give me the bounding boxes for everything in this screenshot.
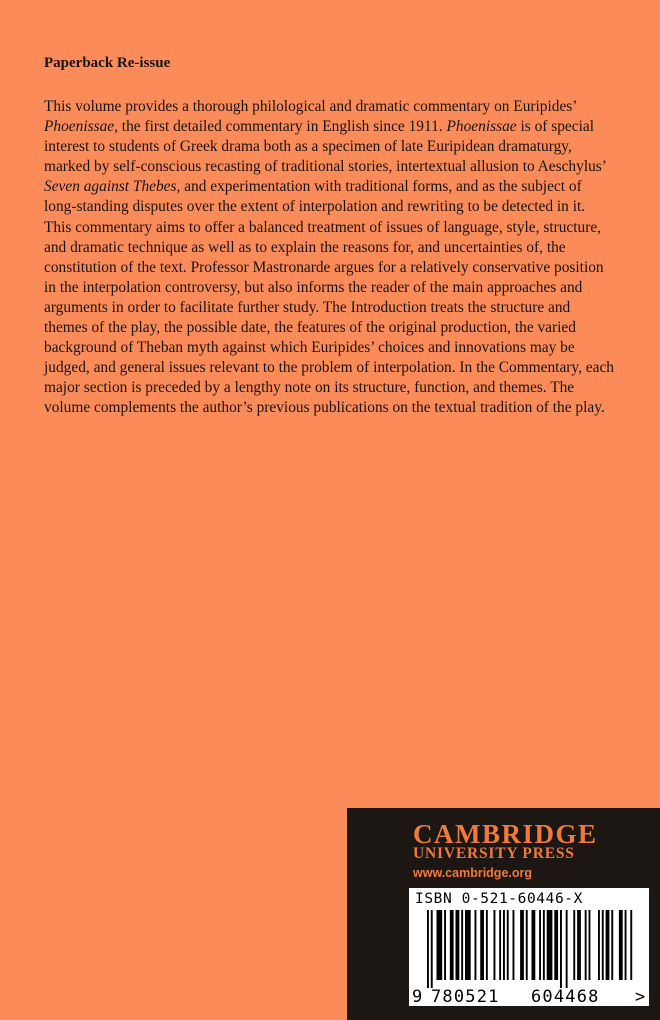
blurb-part-1: This volume provides a thorough philological and dramatic commentary on Euripides’ <box>44 98 578 115</box>
title-phoenissae-2: Phoenissae <box>446 118 517 136</box>
barcode-bar <box>507 910 509 980</box>
blurb-part-3: is of special interest to students of Greek drama both as a specimen of late Euripidean dramaturgy, marked by self-conscious recasting of traditional stories, intertextual allusion to Aeschylus’ <box>44 118 606 176</box>
barcode-bar <box>444 910 446 980</box>
barcode-bar <box>461 910 463 980</box>
barcode-bar <box>602 910 604 980</box>
barcode-bars <box>427 910 632 988</box>
barcode-bar <box>554 910 558 980</box>
barcode-bar <box>526 910 528 980</box>
barcode-bar <box>573 910 575 980</box>
barcode-bar <box>456 910 460 980</box>
barcode-bar <box>513 910 515 980</box>
barcode-bar <box>560 910 562 988</box>
barcode-bar <box>566 910 568 988</box>
publisher-url: www.cambridge.org <box>413 866 533 880</box>
barcode-bar <box>480 910 484 980</box>
barcode <box>409 888 649 1006</box>
barcode-bar <box>450 910 454 980</box>
title-phoenissae-1: Phoenissae, <box>44 118 118 136</box>
barcode-bar <box>427 910 429 988</box>
barcode-bar <box>437 910 443 980</box>
barcode-bar <box>431 910 433 988</box>
barcode-digits-left: 780521 <box>431 987 500 1006</box>
barcode-bar <box>503 910 505 980</box>
barcode-bar <box>585 910 587 980</box>
barcode-bar <box>625 910 627 980</box>
barcode-bar <box>532 910 536 980</box>
barcode-bar <box>598 910 600 980</box>
title-seven-against-thebes: Seven against Thebes, <box>44 178 181 196</box>
barcode-bar <box>539 910 541 980</box>
barcode-bar <box>475 910 477 980</box>
barcode-bar <box>547 910 553 980</box>
barcode-bar <box>543 910 545 980</box>
barcode-bar <box>465 910 471 980</box>
barcode-bar <box>577 910 581 980</box>
blurb-part-4: and experimentation with traditional forms, and as the subject of long-standing disputes over the extent of interpolation and rewriting to be detected in it. This commentary aims to offer a balanced treatment of issues of language, style, structure, and dramatic technique as well as to explain the reasons for, and uncertainties of, the constitution of the text. Professor Mastronarde argues for a relatively conservative position in the interpolation controversy, but also informs the reader of the main approaches and arguments in order to facilitate further study. The Introduction treats the structure and themes of the play, the possible date, the features of the original production, the varied background of Theban myth against which Euripides’ choices and innovations may be judged, and general issues relevant to the problem of interpolation. In the Commentary, each major section is preceded by a lengthy note on its structure, function, and themes. The volume complements the author’s previous publications on the textual tradition of the play. <box>44 178 614 417</box>
barcode-bar <box>494 910 496 980</box>
barcode-graphic <box>409 888 649 1006</box>
barcode-digit-prefix: 9 <box>412 987 423 1006</box>
edition-label: Paperback Re-issue <box>44 55 171 71</box>
publisher-subtitle: UNIVERSITY PRESS <box>413 845 575 862</box>
barcode-bar <box>589 910 591 980</box>
barcode-bar <box>520 910 524 980</box>
barcode-bar <box>499 910 501 980</box>
barcode-bar <box>611 910 613 980</box>
barcode-digits-right: 604468 <box>531 987 600 1006</box>
isbn-label: ISBN 0-521-60446-X <box>415 891 583 907</box>
barcode-bar <box>630 910 632 980</box>
publisher-block <box>347 808 660 1020</box>
book-description <box>44 97 616 419</box>
barcode-digit-suffix: > <box>635 987 646 1006</box>
barcode-bar <box>486 910 488 980</box>
blurb-part-2: the first detailed commentary in English since 1911. <box>117 118 447 136</box>
publisher-name: CAMBRIDGE <box>413 819 598 849</box>
barcode-bar <box>606 910 610 980</box>
barcode-bar <box>619 910 623 980</box>
